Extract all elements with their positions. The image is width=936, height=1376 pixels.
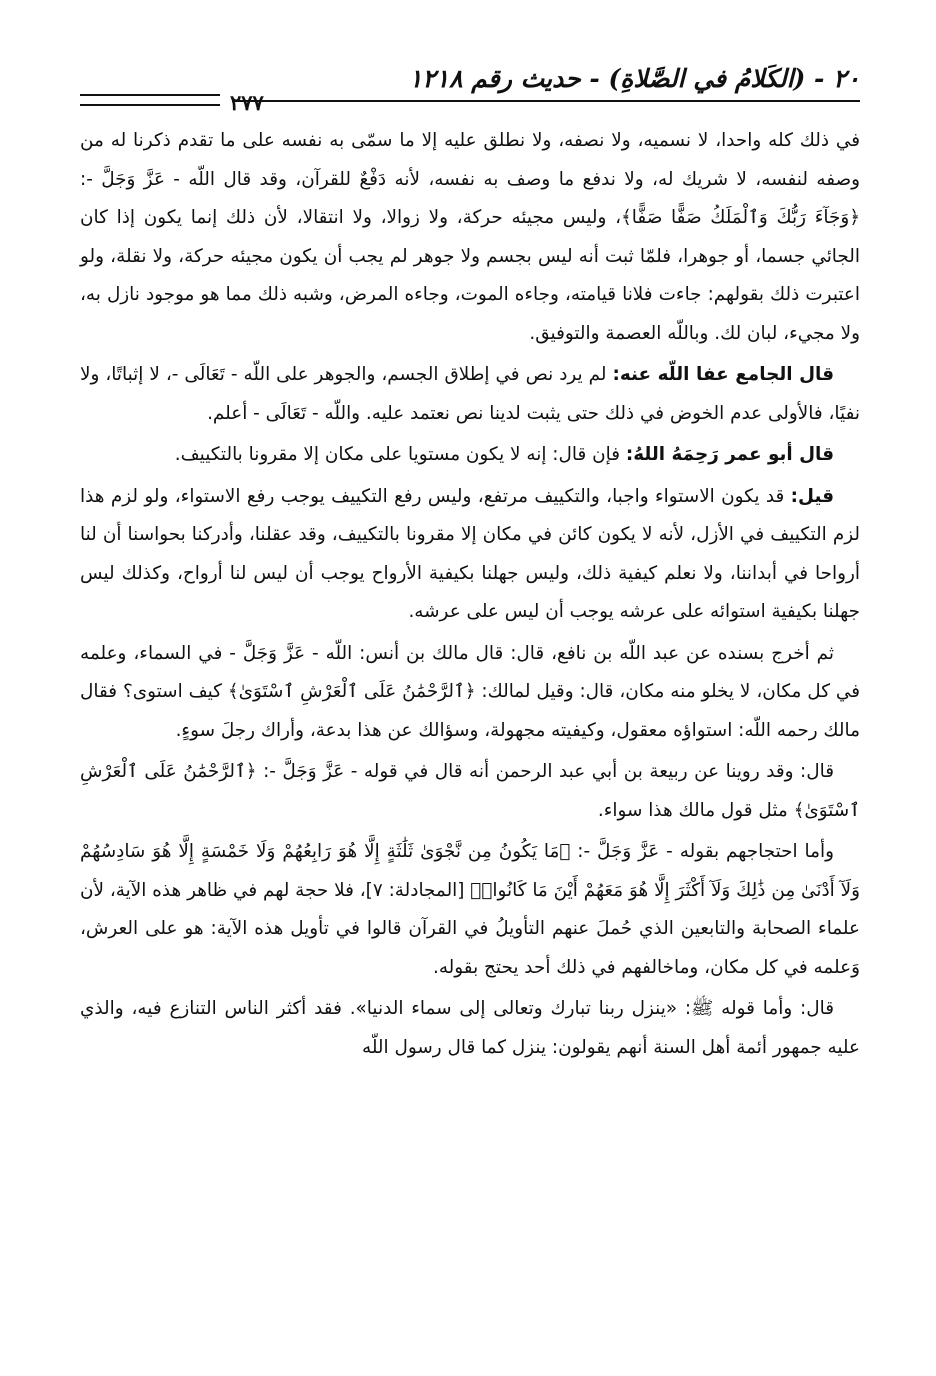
- page-number: ٢٧٧: [230, 90, 264, 115]
- paragraph-8-text: قال: وأما قوله ﷺ: «ينزل ربنا تبارك وتعالى إلى سماء الدنيا». فقد أكثر الناس التنازع فيه، والذي عليه جمهور أئمة أهل السنة أنهم يقولون: ينزل كما قال رسول اللّه: [80, 998, 860, 1058]
- paragraph-7-text: وأما احتجاجهم بقوله - عَزَّ وَجَلَّ -: ﴿مَا يَكُونُ مِن نَّجْوَىٰ ثَلَٰثَةٍ إِلَّا هُوَ رَابِعُهُمْ وَلَا خَمْسَةٍ إِلَّا هُوَ سَادِسُهُمْ وَلَآ أَدْنَىٰ مِن ذَٰلِكَ وَلَآ أَكْثَرَ إِلَّا هُوَ مَعَهُمْ أَيْنَ مَا كَانُوا۟﴾ [المجادلة: ٧]، فلا حجة لهم في ظاهر هذه الآية، لأن علماء الصحابة والتابعين الذي حُملَ عنهم التأويلُ في القرآن قالوا في تأويل هذه الآية: هو على العرش، وَعلمه في كل مكان، وماخالفهم في ذلك أحد يحتج بقوله.: [80, 841, 861, 978]
- paragraph-6-text: قال: وقد روينا عن ربيعة بن أبي عبد الرحمن أنه قال في قوله - عَزَّ وَجَلَّ -: ﴿ٱلرَّحْمَٰنُ عَلَى ٱلْعَرْشِ ٱسْتَوَىٰ﴾ مثل قول مالك هذا سواء.: [80, 761, 860, 821]
- paragraph-4-lead: قيل:: [790, 485, 834, 507]
- paragraph-5-text: ثم أخرج بسنده عن عبد اللّه بن نافع، قال: قال مالك بن أنس: اللّه - عَزَّ وَجَلَّ - في السماء، وعلمه في كل مكان، لا يخلو منه مكان، قال: وقيل لمالك: ﴿ٱلرَّحْمَٰنُ عَلَى ٱلْعَرْشِ ٱسْتَوَىٰ﴾ كيف استوى؟ فقال مالك رحمه اللّه: استواؤه معقول، وكيفيته مجهولة، وسؤالك عن هذا بدعة، وأراك رجلَ سوءٍ.: [80, 642, 860, 741]
- paragraph-3: [80, 436, 860, 475]
- paragraph-1-text: في ذلك كله واحدا، لا نسميه، ولا نصفه، ولا نطلق عليه إلا ما سمّى به نفسه على ما تقدم ذكرنا له من وصفه لنفسه، لا شريك له، ولا ندفع ما وصف به نفسه، لأنه دَفْعٌ للقرآن، وقد قال اللّه - عَزَّ وَجَلَّ -: ﴿وَجَآءَ رَبُّكَ وَٱلْمَلَكُ صَفًّا صَفًّا﴾، وليس مجيئه حركة، ولا زوالا، ولا انتقالا، لأن ذلك إنما يكون إذا كان الجائي جسما، أو جوهرا، فلمّا ثبت أنه ليس بجسم ولا جوهر لم يجب أن يكون مجيئه حركة، ولا نقلة، ولو اعتبرت ذلك بقولهم: جاءت فلانا قيامته، وجاءه الموت، وجاءه المرض، وشبه ذلك مما هو موجود نازل به، ولا مجيء، لبان لك. وباللّه العصمة والتوفيق.: [80, 130, 860, 344]
- paragraph-5: [80, 635, 860, 751]
- paragraph-1: [80, 122, 860, 353]
- body-text: [80, 122, 860, 1067]
- paragraph-3-text: فإن قال: إنه لا يكون مستويا على مكان إلا مقرونا بالتكييف.: [174, 444, 626, 465]
- paragraph-6: [80, 753, 860, 830]
- paragraph-7: [80, 833, 860, 987]
- paragraph-8: [80, 990, 860, 1067]
- paragraph-4-text: قد يكون الاستواء واجبا، والتكييف مرتفع، وليس رفع التكييف يوجب رفع الاستواء، ولو لزم هذا لزم التكييف في الأزل، لأنه لا يكون كائن في مكان إلا مقرونا بالتكييف، وقد عقلنا، وأدركنا بحواسنا أن لنا أرواحا في أبداننا، ولا نعلم كيفية ذلك، وليس جهلنا بكيفية الأرواح يوجب أن ليس لنا أرواح، وكذلك ليس جهلنا بكيفية استوائه على عرشه يوجب أن ليس على عرشه.: [80, 485, 860, 622]
- page-number-double-rule: [80, 94, 220, 106]
- paragraph-2: [80, 356, 860, 433]
- paragraph-2-text: لم يرد نص في إطلاق الجسم، والجوهر على اللّه - تَعَالَى -، لا إثباتًا، ولا نفيًا، فالأولى عدم الخوض في ذلك حتى يثبت لدينا نص نعتمد عليه. واللّه - تَعَالَى - أعلم.: [80, 364, 860, 424]
- header-rule: [232, 100, 860, 102]
- running-title: ٢٠ - (الكَلامُ في الصَّلاةِ) - حديث رقم ١٢١٨: [408, 64, 860, 93]
- page-header: [80, 58, 860, 115]
- paragraph-4: [80, 478, 860, 632]
- paragraph-3-lead: قال أبو عمر رَحِمَهُ اللهُ:: [625, 444, 834, 465]
- paragraph-2-lead: قال الجامع عفا اللّه عنه:: [612, 364, 835, 385]
